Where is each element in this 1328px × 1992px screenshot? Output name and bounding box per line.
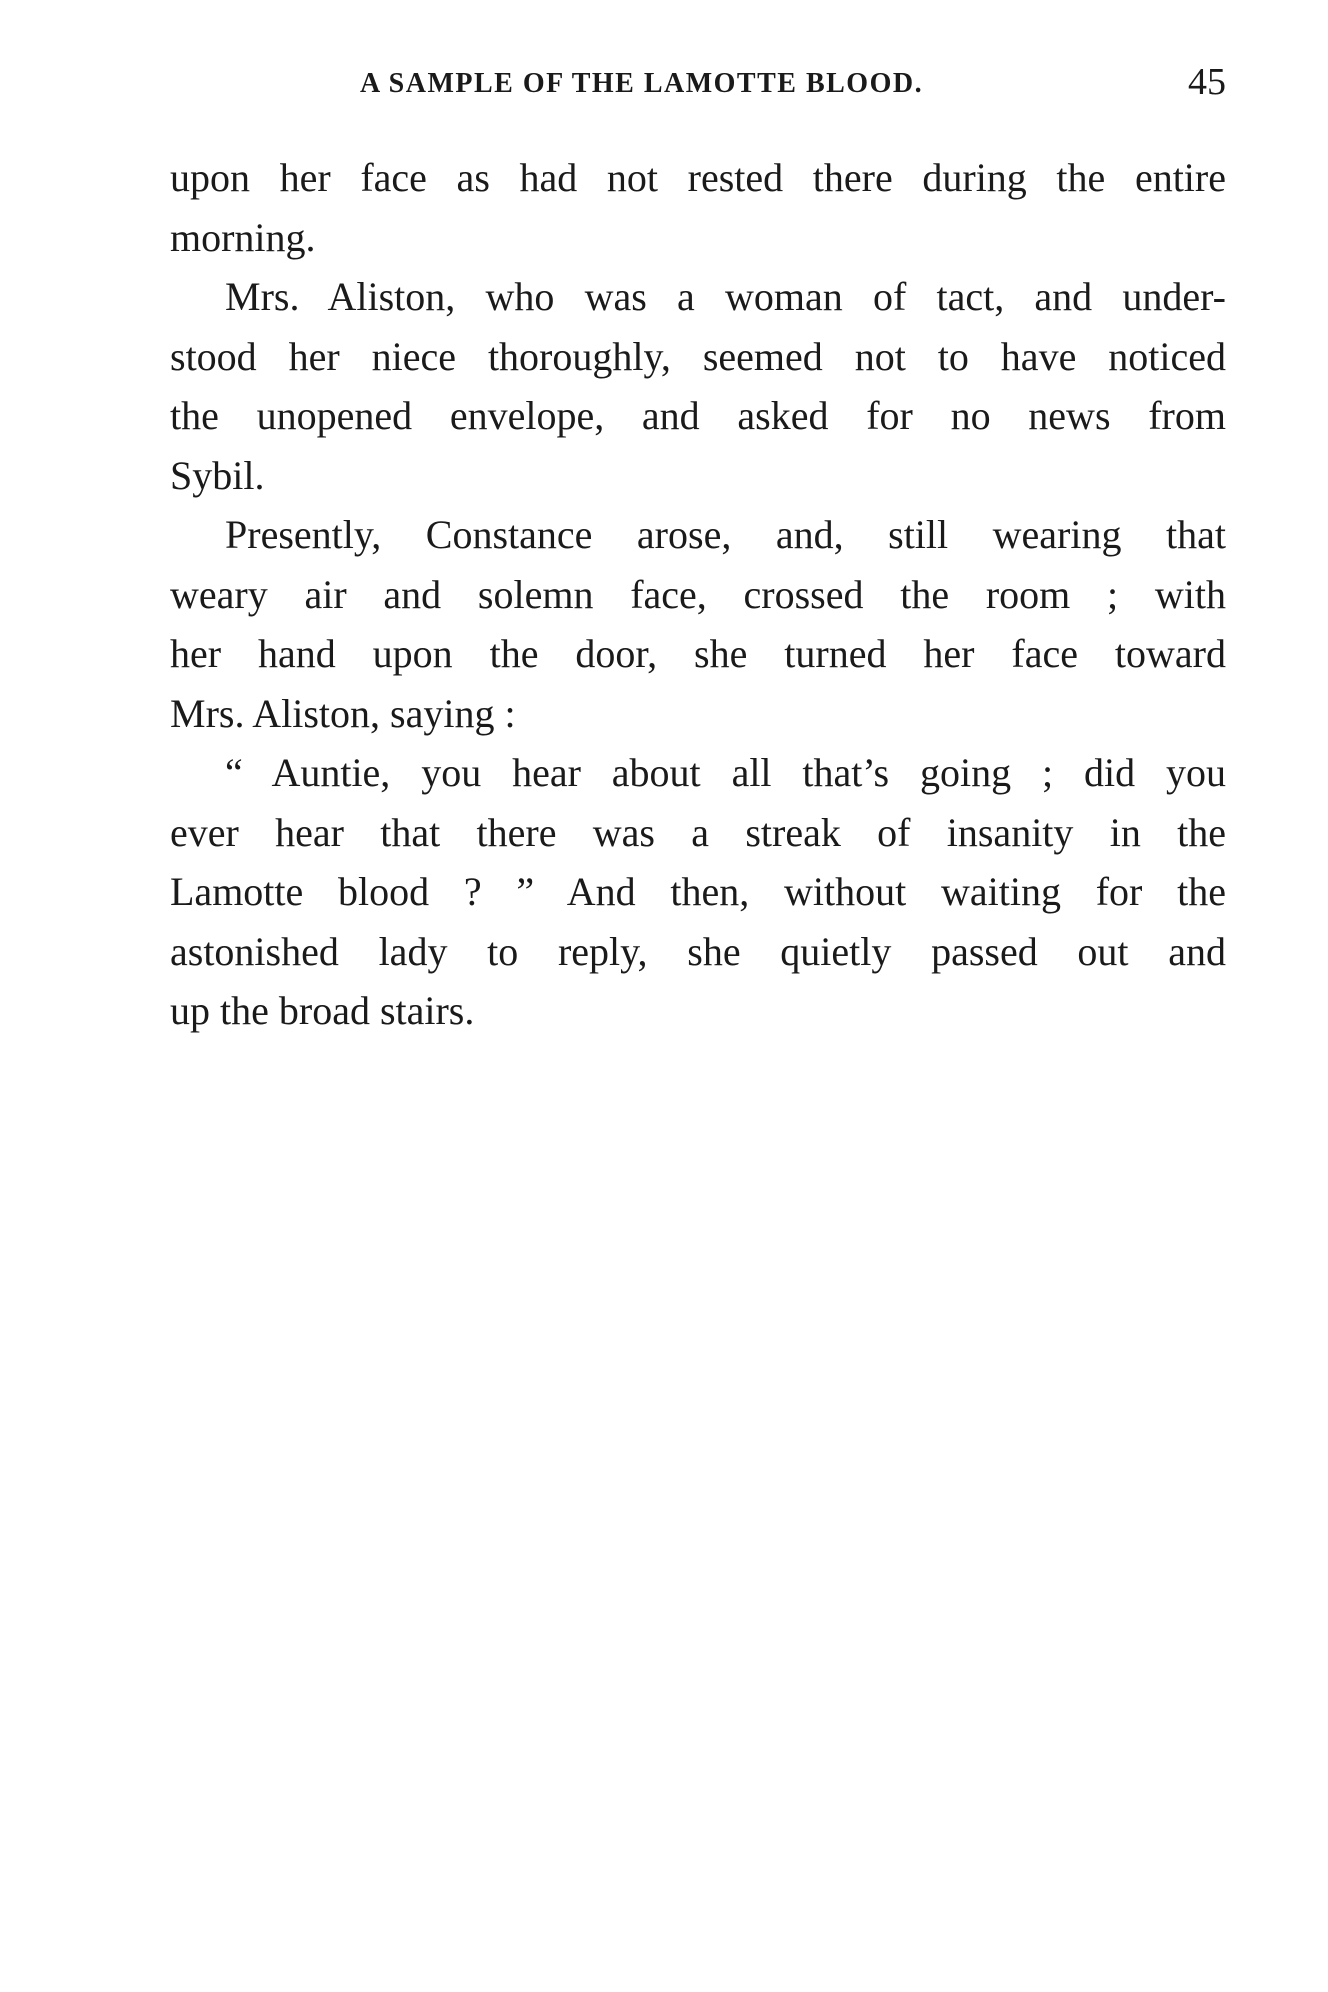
running-title: A SAMPLE OF THE LAMOTTE BLOOD. [360,68,924,99]
text-line: “ Auntie, you hear about all that’s going ; did you [225,750,1226,795]
body-text [170,148,1226,1041]
text-line: stood her niece thoroughly, seemed not to have noticed [170,333,1226,379]
text-line: up the broad stairs. [170,988,475,1033]
page-number: 45 [1188,61,1226,103]
running-head [170,60,1226,110]
text-line: weary air and solemn face, crossed the room ; with [170,571,1226,617]
text-line: Sybil. [170,452,265,498]
text-line: Presently, Constance arose, and, still wearing that [225,512,1226,557]
text-line: Lamotte blood ? ” And then, without waiting for the [170,869,1226,914]
text-line: Mrs. Aliston, who was a woman of tact, and under- [225,274,1226,319]
text-line: morning. [170,214,316,260]
text-line: the unopened envelope, and asked for no news from [170,393,1226,438]
text-line: upon her face as had not rested there during the entire [170,155,1226,200]
text-line: ever hear that there was a streak of insanity in the [170,809,1226,855]
text-line: Mrs. Aliston, saying : [170,690,516,736]
text-line: astonished lady to reply, she quietly passed out and [170,928,1226,974]
text-line: her hand upon the door, she turned her face toward [170,631,1226,676]
